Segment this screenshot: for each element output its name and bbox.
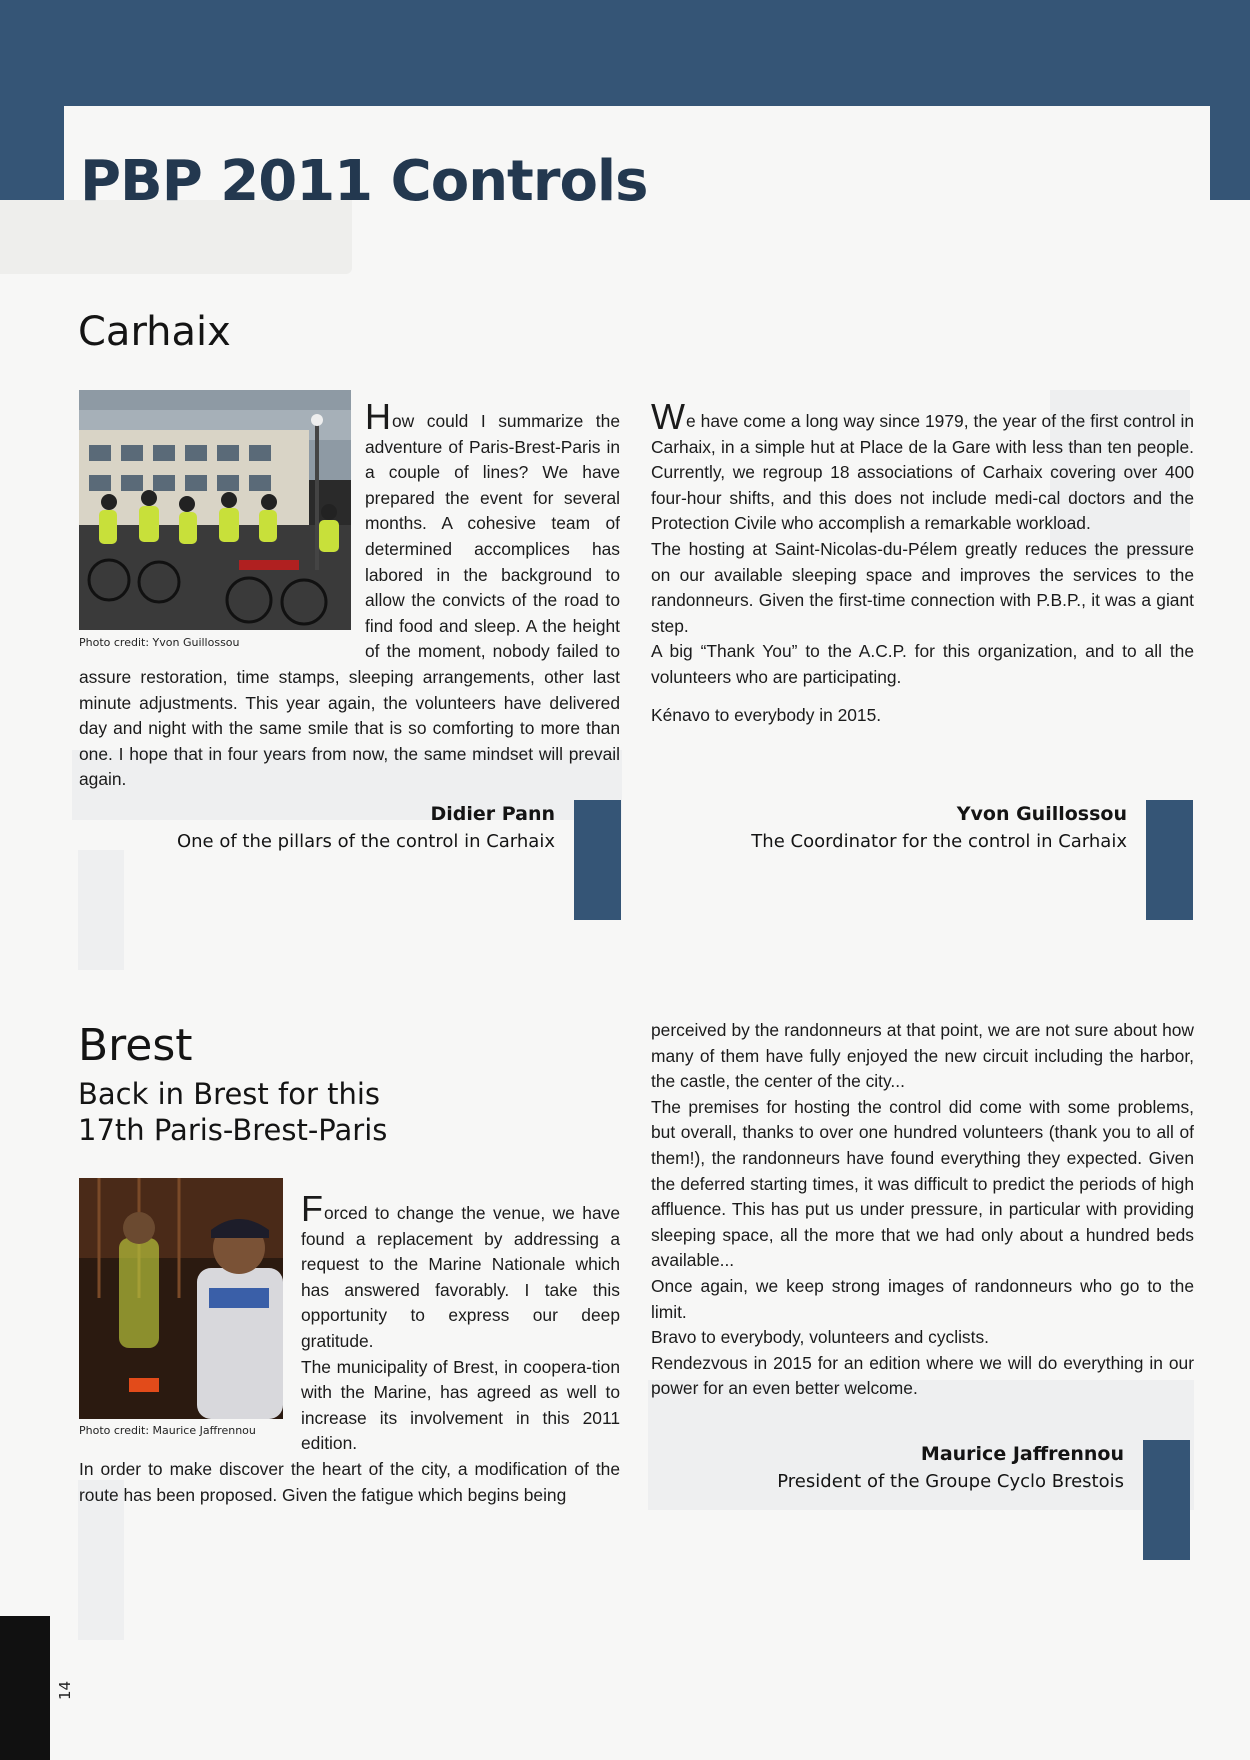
accent-bar — [1143, 1440, 1190, 1560]
signature-role: One of the pillars of the control in Carhaix — [176, 831, 555, 852]
paragraph: perceived by the randonneurs at that point, we are not sure about how many of them have fully enjoyed the new circuit including the harbor, the castle, the center of the city... — [651, 1020, 1194, 1092]
signature-yvon-guillossou — [640, 800, 1127, 856]
carhaix-article-col1 — [79, 396, 620, 790]
paragraph: The municipality of Brest, in coopera-tion with the Marine, has agreed as well to increase its involvement in this 2011 edition. — [301, 1356, 620, 1454]
photo-wrap-spacer — [79, 404, 365, 656]
signature-role: The Coordinator for the control in Carhaix — [751, 831, 1127, 852]
section-heading-carhaix: Carhaix — [78, 309, 231, 355]
drop-cap: F — [301, 1188, 323, 1229]
paragraph: Once again, we keep strong images of randonneurs who go to the limit. — [651, 1275, 1194, 1322]
accent-bar — [1146, 800, 1193, 920]
paragraph: Bravo to everybody, volunteers and cyclists. — [651, 1327, 989, 1348]
signature-name: Maurice Jaffrennou — [920, 1443, 1124, 1465]
page-number: 14 — [56, 1680, 74, 1700]
paragraph: The premises for hosting the control did come with some problems, but overall, thanks to over one hundred volunteers (thank you to all of them!), the randonneurs have found everything they expected. Given the deferred starting times, it was difficult to predict the periods of high affluence. This has put us under pressure, in particular with providing sleeping space, all the more that we had only about a hundred beds available... — [651, 1096, 1194, 1271]
brest-article-col1 — [79, 1188, 620, 1508]
brest-subheading — [78, 1076, 558, 1148]
paragraph: The hosting at Saint-Nicolas-du-Pélem greatly reduces the pressure on our available sleeping space and improves the services to the randonneurs. Given the first-time connection with P.B.P., it was a giant step. — [651, 538, 1194, 636]
paragraph: Kénavo to everybody in 2015. — [651, 704, 882, 725]
drop-cap: W — [651, 396, 685, 437]
photo-credit: Photo credit: Maurice Jaffrennou — [79, 1424, 256, 1437]
accent-bar — [574, 800, 621, 920]
signature-name: Yvon Guillossou — [956, 803, 1127, 825]
paragraph-text: e have come a long way since 1979, the year of the first control in Carhaix, in a simple hut at Place de la Gare with less than ten people. Currently, we regroup 18 associations of Carhaix covering over 400 four-hour shifts, and this does not include medi-cal doctors and the Protection Civile who accomplish a remarkable workload. — [651, 411, 1194, 534]
section-heading-brest: Brest — [78, 1020, 193, 1071]
paragraph: In order to make discover the heart of the city, a modification of the route has been proposed. Given the fatigue which begins being — [79, 1458, 620, 1505]
photo-wrap-spacer — [79, 1196, 301, 1451]
drop-cap: H — [365, 396, 391, 437]
subheading-line: Back in Brest for this — [78, 1077, 381, 1111]
signature-role: President of the Groupe Cyclo Brestois — [777, 1471, 1124, 1492]
paragraph-text: ow could I summarize the adventure of Paris-Brest-Paris in a couple of lines? We have prepared the event for several months. A cohesive team of determined accomplices has labored in the background to allow the convicts of the road to find food and sleep. A the height of the moment, nobody failed to assure restoration, time stamps, sleeping arrangements, other last minute adjustments. This year again, the volunteers have delivered day and night with the same smile that is so comforting to more than one. I hope that in four years from now, the same mindset will prevail again. — [79, 411, 620, 790]
signature-name: Didier Pann — [430, 803, 555, 825]
paragraph-text: orced to change the venue, we have found a replacement by addressing a request to the Marine Nationale which has answered favorably. I take this opportunity to express our deep gratitude. — [301, 1203, 620, 1351]
carhaix-article-col2 — [651, 396, 1194, 728]
signature-maurice-jaffrennou — [640, 1440, 1124, 1496]
signature-didier-pann — [100, 800, 555, 856]
page-title: PBP 2011 Controls — [80, 149, 648, 214]
bleed-through-block — [78, 850, 124, 970]
photo-credit: Photo credit: Yvon Guillossou — [79, 636, 240, 649]
brest-article-col2 — [651, 1018, 1194, 1402]
subheading-line: 17th Paris-Brest-Paris — [78, 1113, 388, 1147]
paragraph: Rendezvous in 2015 for an edition where we will do everything in our power for an even better welcome. — [651, 1352, 1194, 1399]
paragraph — [651, 396, 1194, 537]
page-number-tab — [0, 1616, 50, 1760]
paragraph: A big “Thank You” to the A.C.P. for this organization, and to all the volunteers who are participating. — [651, 641, 1194, 687]
